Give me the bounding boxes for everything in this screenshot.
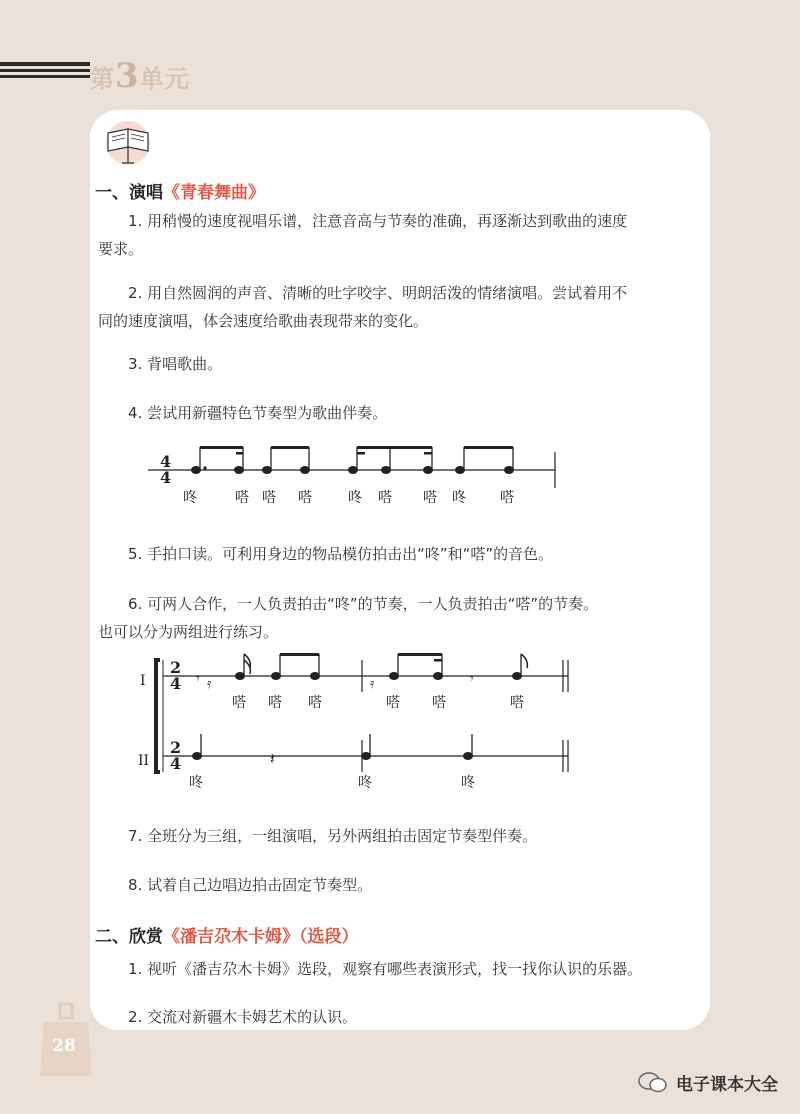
time-sig-top: 2 (170, 658, 182, 677)
syllable: 咚 (189, 775, 203, 791)
svg-text:𝄿: 𝄿 (207, 676, 212, 692)
svg-text:𝄾: 𝄾 (470, 671, 474, 687)
item-1: 1. 用稍慢的速度视唱乐谱，注意音高与节奏的准确，再逐渐达到歌曲的速度 要求。 (98, 212, 628, 258)
unit-title: 第3单元 (90, 56, 190, 96)
time-sig-bottom: 4 (160, 468, 172, 487)
syllable: 嗒 (262, 490, 276, 506)
item-3: 3. 背唱歌曲。 (128, 355, 223, 373)
syllable: 咚 (461, 775, 475, 791)
syllable: 嗒 (510, 695, 524, 711)
item-2: 2. 用自然圆润的声音、清晰的吐字咬字、明朗活泼的情绪演唱。尝试着用不 同的速度演唱，体会速度给歌曲表现带来的变化。 (98, 284, 628, 330)
syllable: 嗒 (423, 490, 437, 506)
svg-text:𝄽: 𝄽 (270, 749, 275, 768)
item-s2-1: 1. 视听《潘吉尕木卡姆》选段，观察有哪些表演形式，找一找你认识的乐器。 (128, 960, 643, 978)
item-8: 8. 试着自己边唱边拍击固定节奏型。 (128, 876, 373, 894)
item-5: 5. 手拍口读。可利用身边的物品模仿拍击出“咚”和“嗒”的音色。 (128, 545, 554, 563)
syllable: 嗒 (378, 490, 392, 506)
item-s2-2: 2. 交流对新疆木卡姆艺术的认识。 (128, 1008, 358, 1026)
time-sig-bottom: 4 (170, 674, 182, 693)
section-2-heading: 二、欣赏《潘吉尕木卡姆》（选段） (95, 927, 359, 947)
syllable: 嗒 (298, 490, 312, 506)
watermark (638, 1070, 778, 1095)
syllable: 咚 (183, 490, 197, 506)
syllable: 嗒 (500, 490, 514, 506)
item-6: 6. 可两人合作，一人负责拍击“咚”的节奏，一人负责拍击“嗒”的节奏。 也可以分为两组进行练习。 (98, 595, 599, 641)
syllable: 嗒 (235, 490, 249, 506)
item-4: 4. 尝试用新疆特色节奏型为歌曲伴奏。 (128, 404, 388, 422)
syllable: 嗒 (268, 695, 282, 711)
syllable: 咚 (358, 775, 372, 791)
syllable: 嗒 (386, 695, 400, 711)
part-label: I (140, 673, 146, 689)
time-sig-bottom: 4 (170, 754, 182, 773)
syllable: 嗒 (432, 695, 446, 711)
syllable: 嗒 (308, 695, 322, 711)
syllable: 咚 (452, 490, 466, 506)
watermark-text: 电子课本大全 (676, 1075, 778, 1095)
item-7: 7. 全班分为三组，一组演唱，另外两组拍击固定节奏型伴奏。 (128, 827, 538, 845)
time-sig-top: 2 (170, 738, 182, 757)
syllable: 嗒 (232, 695, 246, 711)
part-label: II (138, 753, 150, 769)
chat-icon (638, 1071, 668, 1095)
page-number: 28 (52, 1036, 76, 1056)
time-sig-top: 4 (160, 452, 172, 471)
svg-text:𝄾: 𝄾 (196, 671, 200, 687)
section-1-heading: 一、演唱《青春舞曲》 (95, 183, 265, 203)
svg-text:𝄿: 𝄿 (370, 676, 375, 692)
syllable: 咚 (348, 490, 362, 506)
